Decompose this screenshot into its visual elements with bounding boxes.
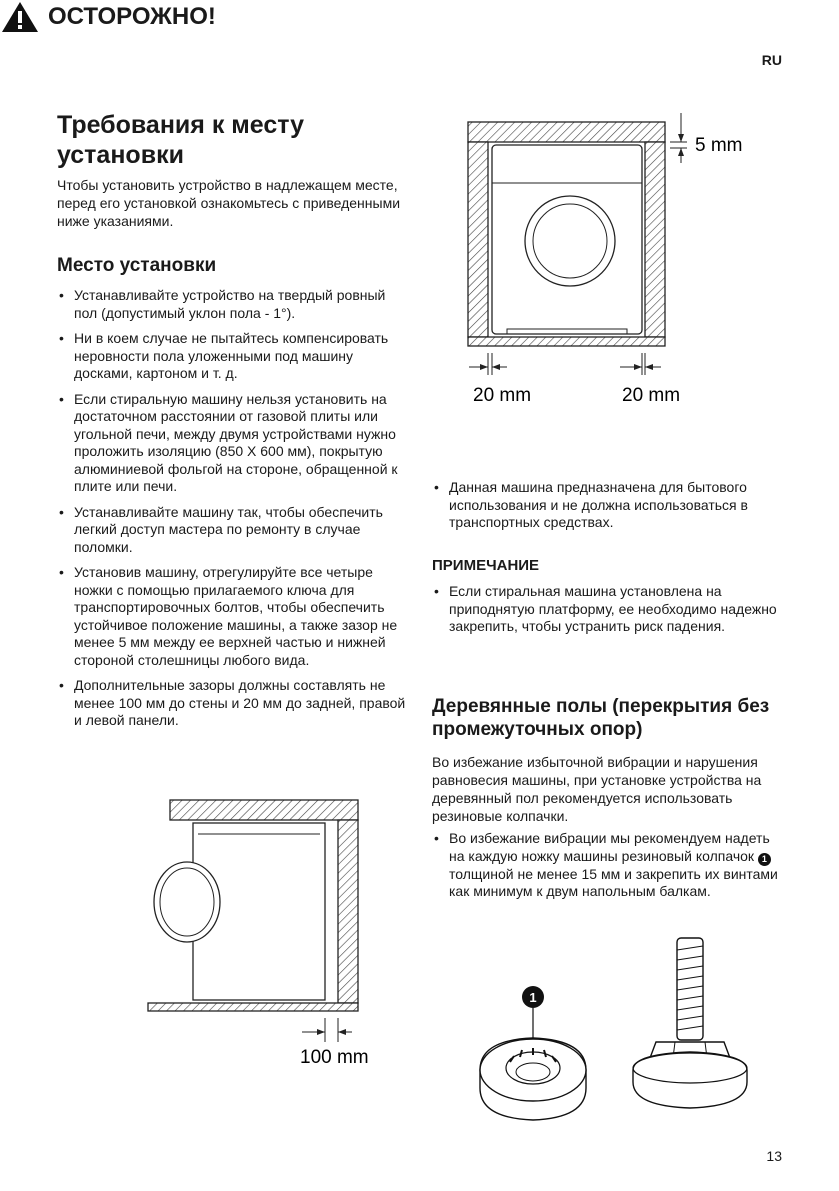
note-title: ПРИМЕЧАНИЕ: [432, 557, 540, 574]
door-outline: [154, 862, 220, 942]
list-item: • Ни в коем случае не пытайтесь компенсировать неровности пола уложенными под машину досками, картоном и т. д.: [57, 330, 409, 383]
warning-triangle-icon: [0, 0, 40, 34]
dimension-20mm-left: 20 mm: [473, 385, 532, 406]
side-clearance-diagram: [90, 790, 390, 1080]
caution-heading: [0, 0, 839, 34]
right-wall-hatch: [645, 142, 665, 337]
caution-title: ОСТОРОЖНО!: [48, 3, 216, 30]
section-title-location: Место установки: [57, 255, 217, 276]
rubber-cap: [480, 1038, 586, 1120]
language-label: RU: [761, 52, 782, 68]
list-item: • Устанавливайте машину так, чтобы обеспечить легкий доступ мастера по ремонту в случае поломки.: [57, 504, 409, 557]
list-item: • Если стиральную машину нельзя установить на достаточном расстоянии от газовой плиты или угольной печи, между двумя устройствами нужно проложить изоляцию (850 X 600 мм), покрытую алюминиевой фольгой на стороне, обращенной к плите или печи.: [57, 391, 409, 496]
dimension-100mm: 100 mm: [300, 1047, 369, 1068]
washer-foot: [633, 938, 747, 1108]
rubber-cap-illustration: [470, 930, 760, 1135]
svg-text:1: 1: [529, 990, 537, 1005]
list-item: • Дополнительные зазоры должны составлять не менее 100 мм до стены и 20 мм до задней, правой и левой панели.: [57, 677, 409, 730]
dimension-20mm-right: 20 mm: [622, 385, 681, 406]
page-title: Требования к месту установки: [57, 111, 305, 169]
page-number: 13: [766, 1148, 782, 1164]
list-item: • Устанавливайте устройство на твердый ровный пол (допустимый уклон пола - 1°).: [57, 287, 409, 322]
wood-list: [432, 830, 782, 909]
note-list: [432, 583, 777, 644]
wood-intro-text: Во избежание избыточной вибрации и нарушения равновесия машины, при установке устройства на деревянный пол рекомендуется использовать резиновые колпачки.: [432, 754, 762, 824]
floor-hatch: [468, 337, 665, 346]
location-list: [57, 287, 409, 738]
left-wall-hatch: [468, 142, 488, 337]
floor-hatch: [148, 1003, 358, 1011]
wall-hatch: [338, 820, 358, 1003]
list-item: • Данная машина предназначена для бытового использования и не должна использоваться в транспортных средствах.: [432, 479, 777, 532]
countertop-hatch: [468, 122, 665, 142]
caution-list: [432, 479, 777, 540]
callout-number-icon: 1: [758, 853, 771, 866]
intro-text: Чтобы установить устройство в надлежащем месте, перед его установкой ознакомьтесь с приведенными ниже указаниями.: [57, 177, 401, 229]
front-clearance-diagram: [455, 105, 755, 415]
list-item: • Если стиральная машина установлена на приподнятую платформу, ее необходимо надежно закрепить, чтобы устранить риск падения.: [432, 583, 777, 636]
dimension-5mm: 5 mm: [695, 135, 743, 156]
list-item: • Установив машину, отрегулируйте все четыре ножки с помощью прилагаемого ключа для транспортировочных болтов, чтобы обеспечить устойчивое положение машины, а также зазор не менее 5 мм между ее верхней частью и нижней стороной столешницы любого вида.: [57, 564, 409, 669]
door-outline: [525, 196, 615, 286]
countertop-hatch: [170, 800, 358, 820]
list-item: • Во избежание вибрации мы рекомендуем надеть на каждую ножку машины резиновый колпачок 1 толщиной не менее 15 мм и закрепить их винтами как минимум к двум напольным балкам.: [432, 830, 782, 901]
section-title-wood-floors: Деревянные полы (перекрытия без промежуточных опор): [432, 696, 770, 740]
